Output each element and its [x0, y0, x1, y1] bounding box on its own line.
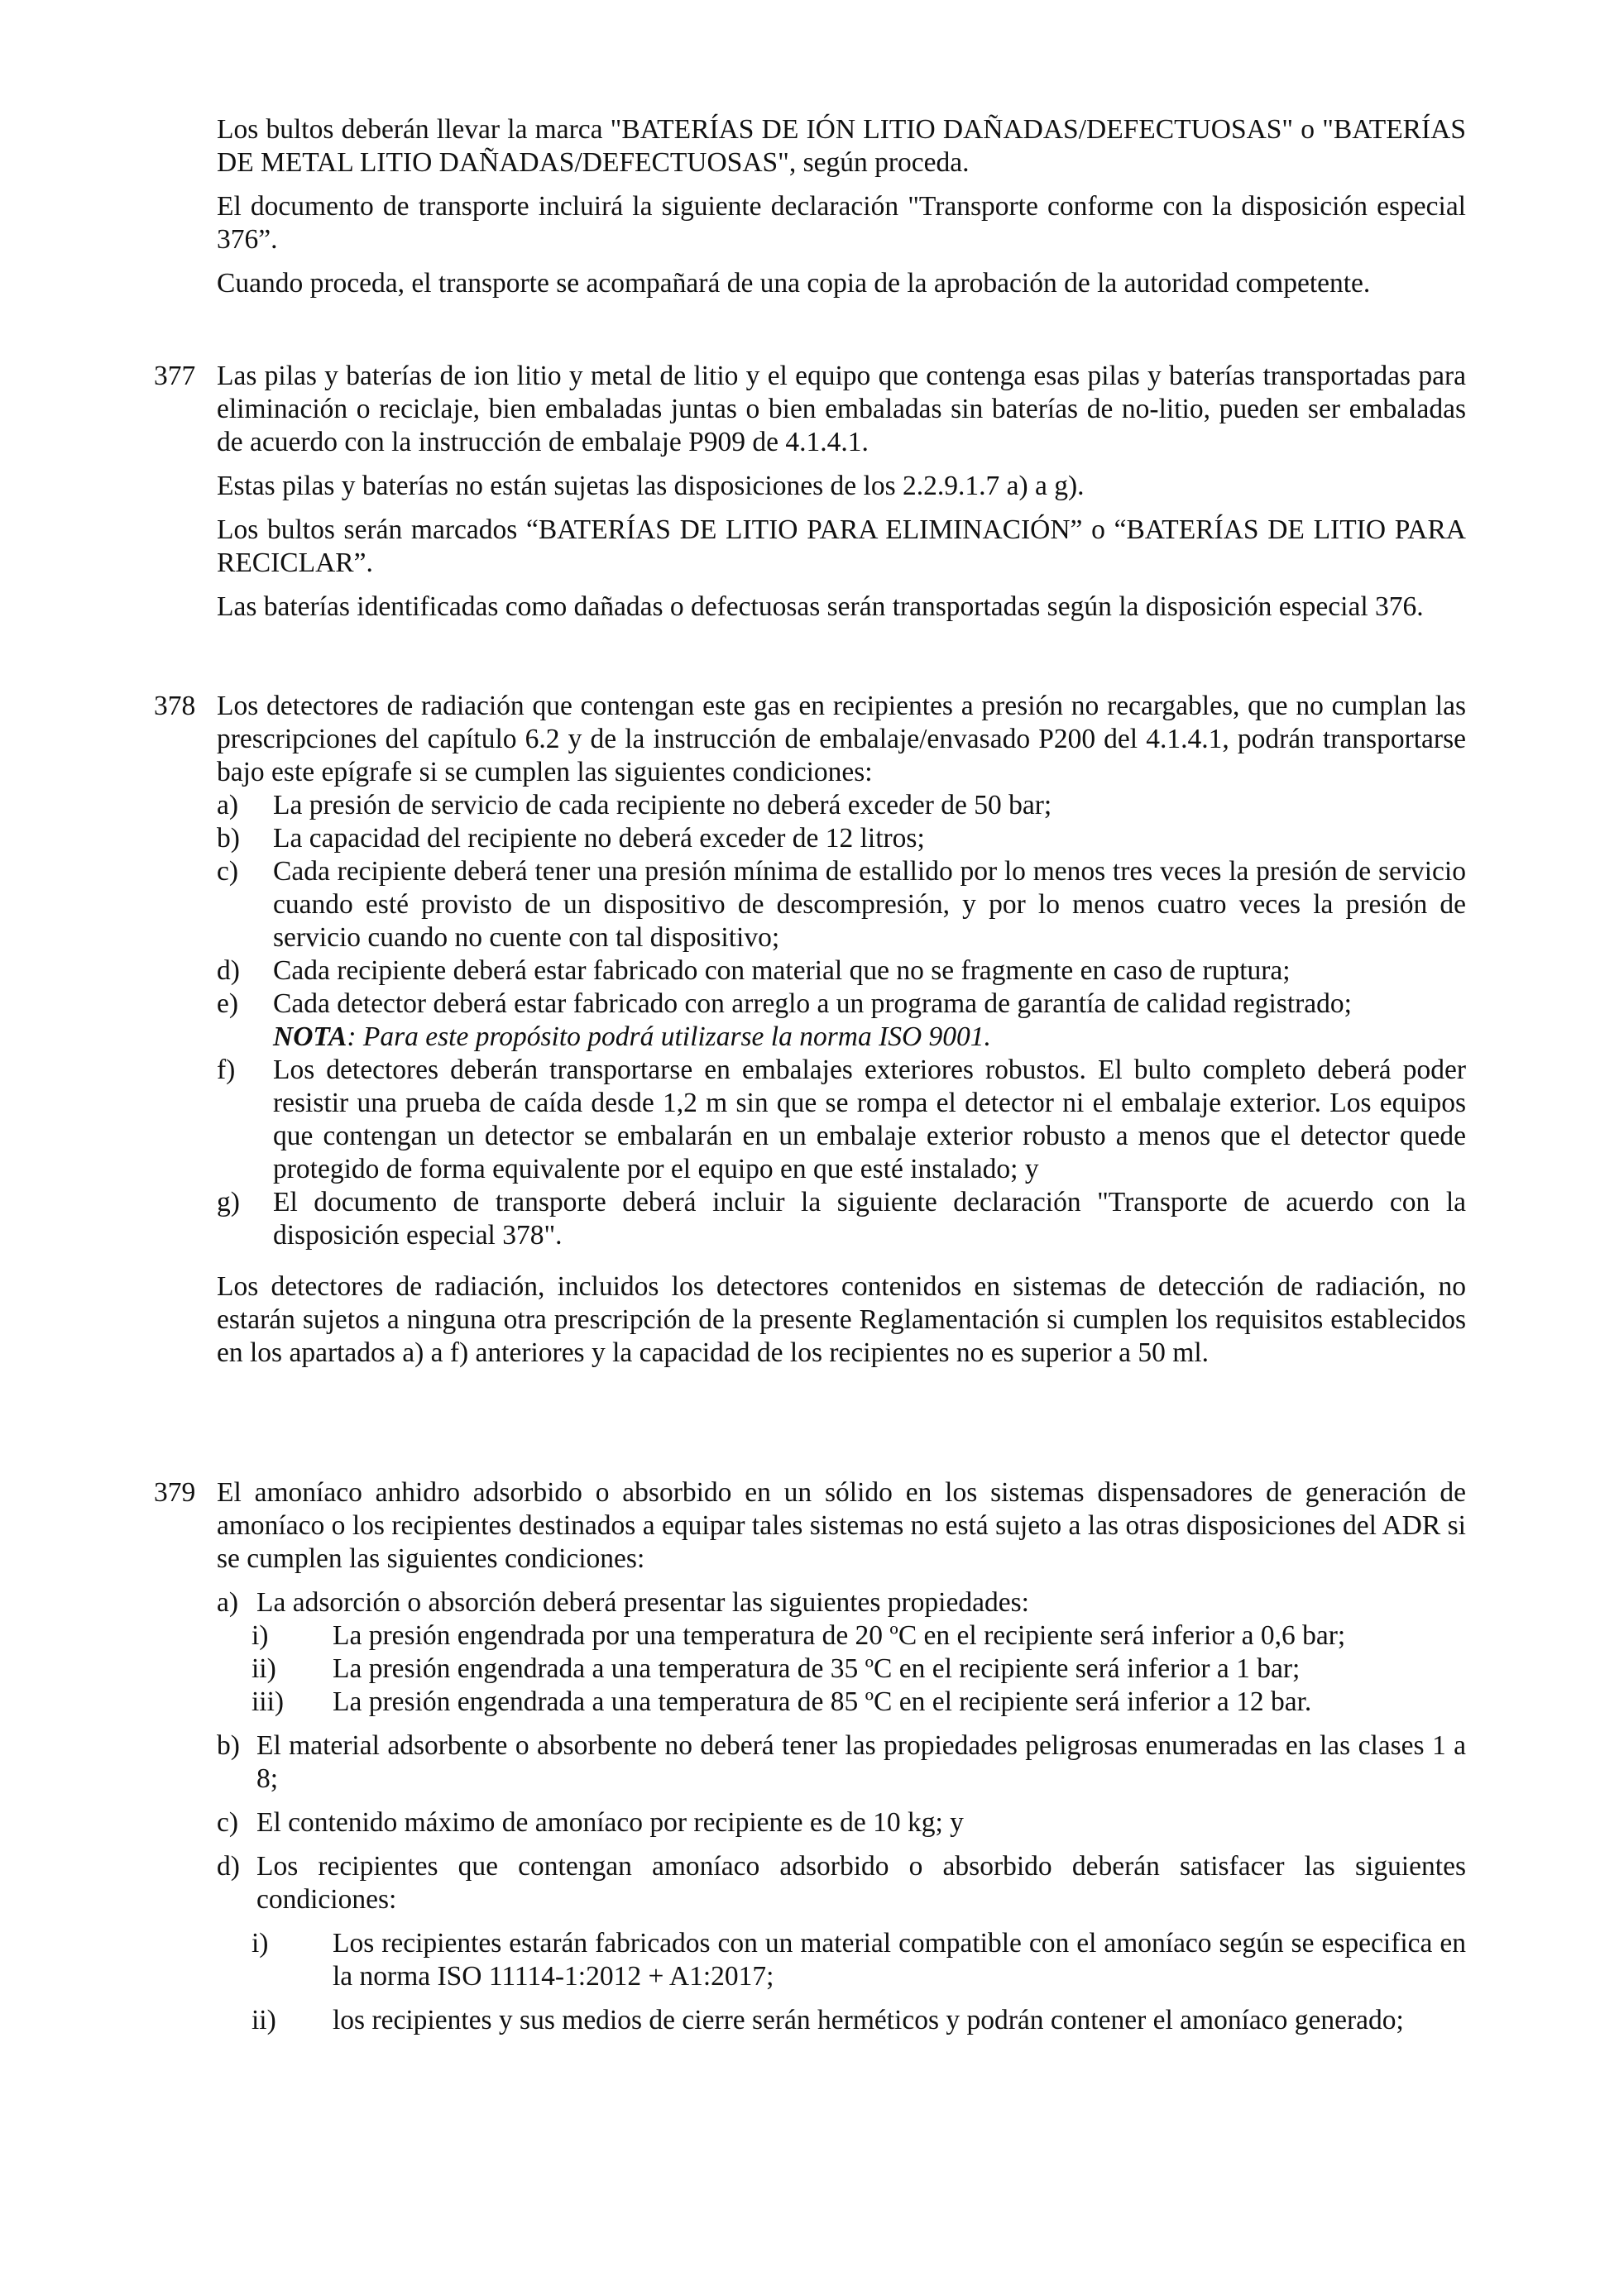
provision-closing: Los detectores de radiación, incluidos los detectores contenidos en sistemas de detección de radiación, no estarán sujetos a ninguna otra prescripción de la presente Reglamentación si cumplen los requisitos establecidos en los apartados a) a f) anteriores y la capacidad de los recipientes no es superior a 50 ml. [217, 1271, 1466, 1368]
condition-list [217, 789, 1466, 1252]
provision-paragraph: Estas pilas y baterías no están sujetas las disposiciones de los 2.2.9.1.7 a) a g). [217, 471, 1085, 501]
provision-number-377: 377 [154, 361, 196, 391]
list-item: d) Los recipientes que contengan amoníaco adsorbido o absorbido deberán satisfacer las siguientes condiciones: [217, 1851, 1466, 1915]
list-item: c) Cada recipiente deberá tener una presión mínima de estallido por lo menos tres veces la presión de servicio cuando esté provisto de un dispositivo de descompresión, y por lo menos cuatro veces la presión de servicio cuando no cuente con tal dispositivo; [217, 856, 1466, 953]
provision-paragraph: Las baterías identificadas como dañadas o defectuosas serán transportadas según la disposición especial 376. [217, 591, 1424, 622]
intro-paragraph: Cuando proceda, el transporte se acompañará de una copia de la aprobación de la autoridad competente. [217, 268, 1371, 299]
note-text: : Para este propósito podrá utilizarse la norma ISO 9001. [347, 1021, 991, 1052]
provision-paragraph: Las pilas y baterías de ion litio y metal de litio y el equipo que contenga esas pilas y baterías transportadas para eliminación o reciclaje, bien embaladas juntas o bien embaladas sin baterías de no-litio, pueden ser embaladas de acuerdo con la instrucción de embalaje P909 de 4.1.4.1. [217, 361, 1466, 457]
provision-377 [217, 360, 1466, 624]
list-item: f) Los detectores deberán transportarse en embalajes exteriores robustos. El bulto completo deberá poder resistir una prueba de caída desde 1,2 m sin que se rompa el detector ni el embalaje exterior. Los equipos que contengan un detector se embalarán en un embalaje exterior robusto a menos que el detector quede protegido de forma equivalente por el equipo en que esté instalado; y [217, 1055, 1466, 1184]
sub-list-item: ii) los recipientes y sus medios de cierre serán herméticos y podrán contener el amoníaco generado; [252, 2005, 1404, 2035]
note-label: NOTA [273, 1021, 347, 1052]
list-item: a) La presión de servicio de cada recipiente no deberá exceder de 50 bar; [217, 790, 1052, 820]
list-item: a) La adsorción o absorción deberá presentar las siguientes propiedades: [217, 1587, 1029, 1618]
intro-paragraph: Los bultos deberán llevar la marca "BATERÍAS DE IÓN LITIO DAÑADAS/DEFECTUOSAS" o "BATERÍAS DE METAL LITIO DAÑADAS/DEFECTUOSAS", según proceda. [217, 114, 1466, 178]
list-item: d) Cada recipiente deberá estar fabricado con material que no se fragmente en caso de ruptura; [217, 955, 1291, 986]
provision-number-378: 378 [154, 691, 196, 721]
provision-intro: El amoníaco anhidro adsorbido o absorbido en un sólido en los sistemas dispensadores de generación de amoníaco o los recipientes destinados a equipar tales sistemas no está sujeto a las otras disposiciones del ADR si se cumplen las siguientes condiciones: [217, 1477, 1466, 1574]
note [273, 1021, 1466, 1054]
sub-list-item: i) La presión engendrada por una temperatura de 20 ºC en el recipiente será inferior a 0,6 bar; [252, 1620, 1346, 1651]
list-item: e) Cada detector deberá estar fabricado con arreglo a un programa de garantía de calidad registrado; NOTA: Para este propósito podrá utilizarse la norma ISO 9001. [217, 988, 1466, 1054]
list-item: b) El material adsorbente o absorbente no deberá tener las propiedades peligrosas enumeradas en las clases 1 a 8; [217, 1730, 1466, 1794]
provision-number-379: 379 [154, 1477, 196, 1508]
intro-block [217, 113, 1466, 300]
provision-paragraph: Los bultos serán marcados “BATERÍAS DE LITIO PARA ELIMINACIÓN” o “BATERÍAS DE LITIO PARA RECICLAR”. [217, 514, 1466, 578]
list-item: b) La capacidad del recipiente no deberá exceder de 12 litros; [217, 823, 925, 854]
list-item: c) El contenido máximo de amoníaco por recipiente es de 10 kg; y [217, 1807, 964, 1838]
provision-379 [217, 1476, 1466, 2037]
sub-list-item: i) Los recipientes estarán fabricados con un material compatible con el amoníaco según se especifica en la norma ISO 11114-1:2012 + A1:2017; [252, 1928, 1466, 1992]
intro-paragraph: El documento de transporte incluirá la siguiente declaración "Transporte conforme con la disposición especial 376”. [217, 191, 1466, 255]
sub-list-item: iii) La presión engendrada a una temperatura de 85 ºC en el recipiente será inferior a 12 bar. [252, 1686, 1312, 1717]
list-item: g) El documento de transporte deberá incluir la siguiente declaración "Transporte de acuerdo con la disposición especial 378". [217, 1187, 1466, 1251]
provision-intro: Los detectores de radiación que contengan este gas en recipientes a presión no recargables, que no cumplan las prescripciones del capítulo 6.2 y de la instrucción de embalaje/envasado P200 del 4.1.4.1, podrán transportarse bajo este epígrafe si se cumplen las siguientes condiciones: [217, 691, 1466, 787]
sub-list-item: ii) La presión engendrada a una temperatura de 35 ºC en el recipiente será inferior a 1 bar; [252, 1653, 1301, 1684]
provision-378 [217, 690, 1466, 1370]
